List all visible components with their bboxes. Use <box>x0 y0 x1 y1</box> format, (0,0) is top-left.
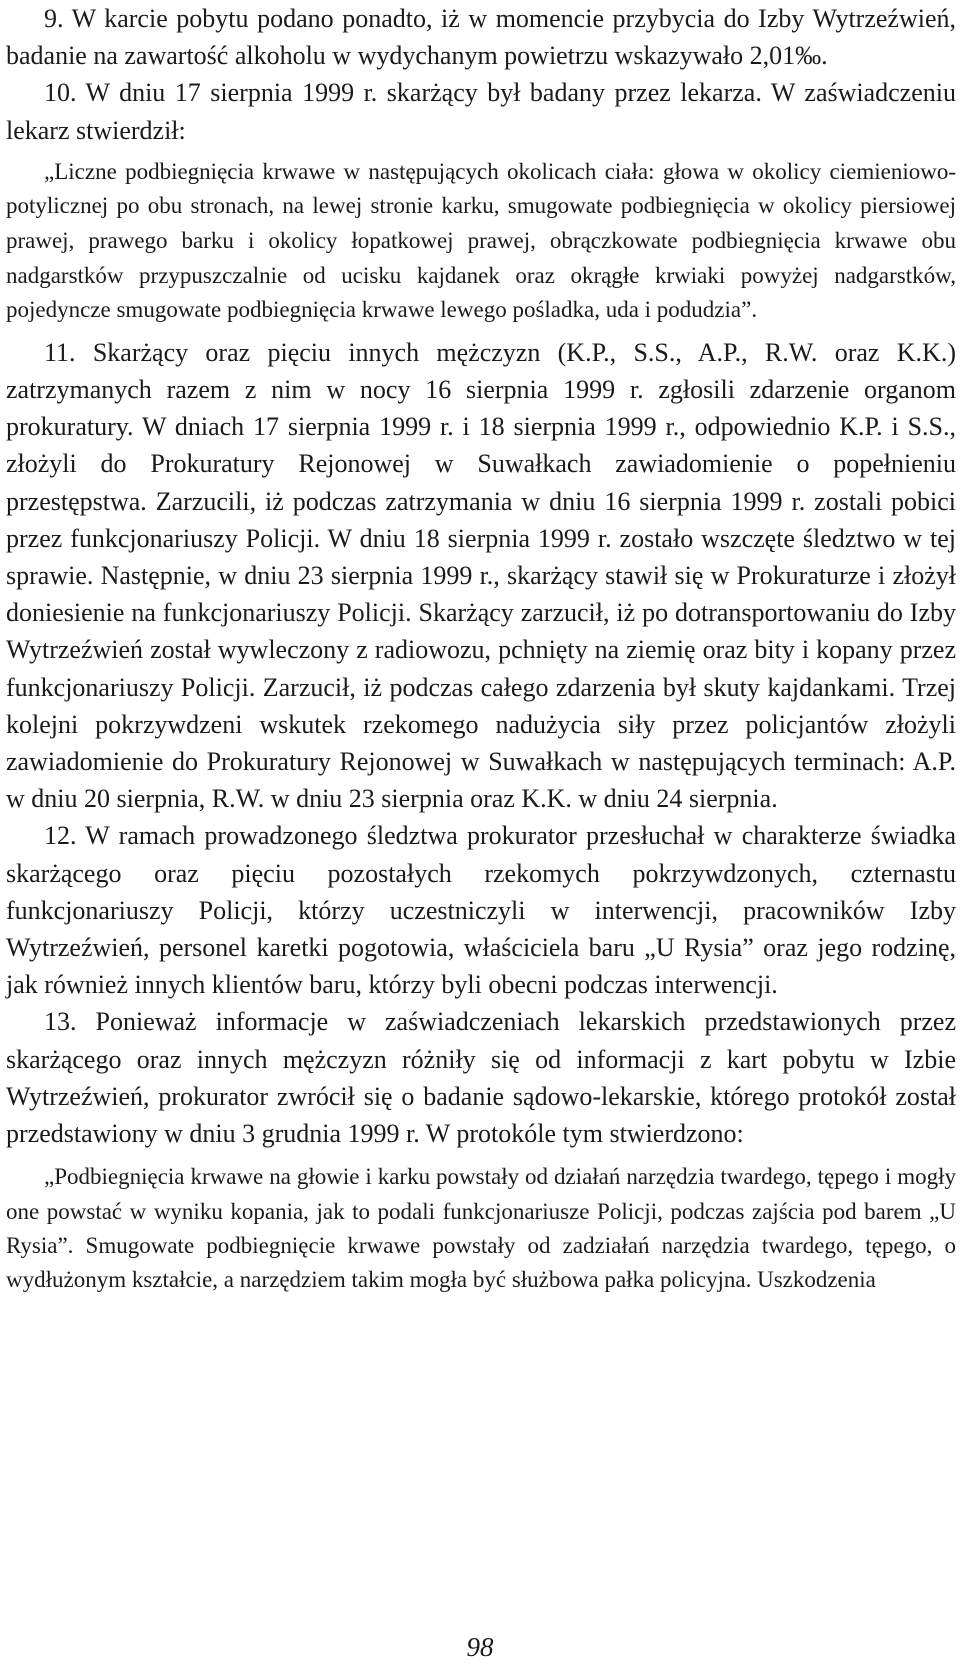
page-number: 98 <box>466 1632 494 1662</box>
paragraph-11: 11. Skarżący oraz pięciu innych mężczyzn (K.P., S.S., A.P., R.W. oraz K.K.) zatrzymanych razem z nim w nocy 16 sierpnia 1999 r. zgłosili zdarzenie organom prokuratury. W dniach 17 sierpnia 1999 r. i 18 sierpnia 1999 r., odpowiednio K.P. i S.S., złożyli do Prokuratury Rejonowej w Suwałkach zawiadomienie o popełnieniu przestępstwa. Zarzucili, iż podczas zatrzymania w dniu 16 sierpnia 1999 r. zostali pobici przez funkcjonariuszy Policji. W dniu 18 sierpnia 1999 r. zostało wszczęte śledztwo w tej sprawie. Następnie, w dniu 23 sierpnia 1999 r., skarżący stawił się w Prokuraturze i złożył doniesienie na funkcjonariuszy Policji. Skarżący zarzucił, iż po dotransportowaniu do Izby Wytrzeźwień został wywleczony z radiowozu, pchnięty na ziemię oraz bity i kopany przez funkcjonariuszy Policji. Zarzucił, iż podczas całego zdarzenia był skuty kajdankami. Trzej kolejni pokrzywdzeni wskutek rzekomego nadużycia siły przez policjantów złożyli zawiadomienie do Prokuratury Rejonowej w Suwałkach w następujących terminach: A.P. w dniu 20 sierpnia, R.W. w dniu 23 sierpnia oraz K.K. w dniu 24 sierpnia. <box>6 337 956 814</box>
quote-forensic-protocol: „Podbiegnięcia krwawe na głowie i karku powstały od działań narzędzia twardego, tępego i mogły one powstać w wyniku kopania, jak to podali funkcjonariusze Policji, podczas zajścia pod barem „U Rysia”. Smugowate podbiegnięcie krwawe powstały od zadziałań narzędzia twardego, tępego, o wydłużonym kształcie, a narzędziem takim mogła być służbowa pałka policyjna. Uszkodzenia <box>6 1164 956 1293</box>
paragraph-9: 9. W karcie pobytu podano ponadto, iż w momencie przybycia do Izby Wytrzeźwień, badanie na zawartość alkoholu w wydychanym powietrzu wskazywało 2,01‰. <box>6 4 956 71</box>
quote-medical-certificate: „Liczne podbiegnięcia krwawe w następujących okolicach ciała: głowa w okolicy ciemieniowo-potylicznej po obu stronach, na lewej stronie karku, smugowate podbiegnięcia w okolicy piersiowej prawej, prawego barku i okolicy łopatkowej prawej, obrączkowate podbiegnięcia krwawe obu nadgarstków przypuszczalnie od ucisku kajdanek oraz okrągłe krwiaki powyżej nadgarstków, pojedyncze smugowate podbiegnięcia krwawe lewego pośladka, uda i podudzia”. <box>6 158 956 323</box>
document-page <box>6 0 956 1298</box>
paragraph-13: 13. Ponieważ informacje w zaświadczeniach lekarskich przedstawionych przez skarżącego oraz innych mężczyzn różniły się od informacji z kart pobytu w Izbie Wytrzeźwień, prokurator zwrócił się o badanie sądowo-lekarskie, którego protokół został przedstawiony w dniu 3 grudnia 1999 r. W protokóle tym stwierdzono: <box>6 1007 956 1149</box>
paragraph-12: 12. W ramach prowadzonego śledztwa prokurator przesłuchał w charakterze świadka skarżącego oraz pięciu pozostałych rzekomych pokrzywdzonych, czternastu funkcjonariuszy Policji, którzy uczestniczyli w interwencji, pracowników Izby Wytrzeźwień, personel karetki pogotowia, właściciela baru „U Rysia” oraz jego rodzinę, jak również innych klientów baru, którzy byli obecni podczas interwencji. <box>6 821 956 1000</box>
paragraph-10: 10. W dniu 17 sierpnia 1999 r. skarżący był badany przez lekarza. W zaświadczeniu lekarz stwierdził: <box>6 78 956 145</box>
